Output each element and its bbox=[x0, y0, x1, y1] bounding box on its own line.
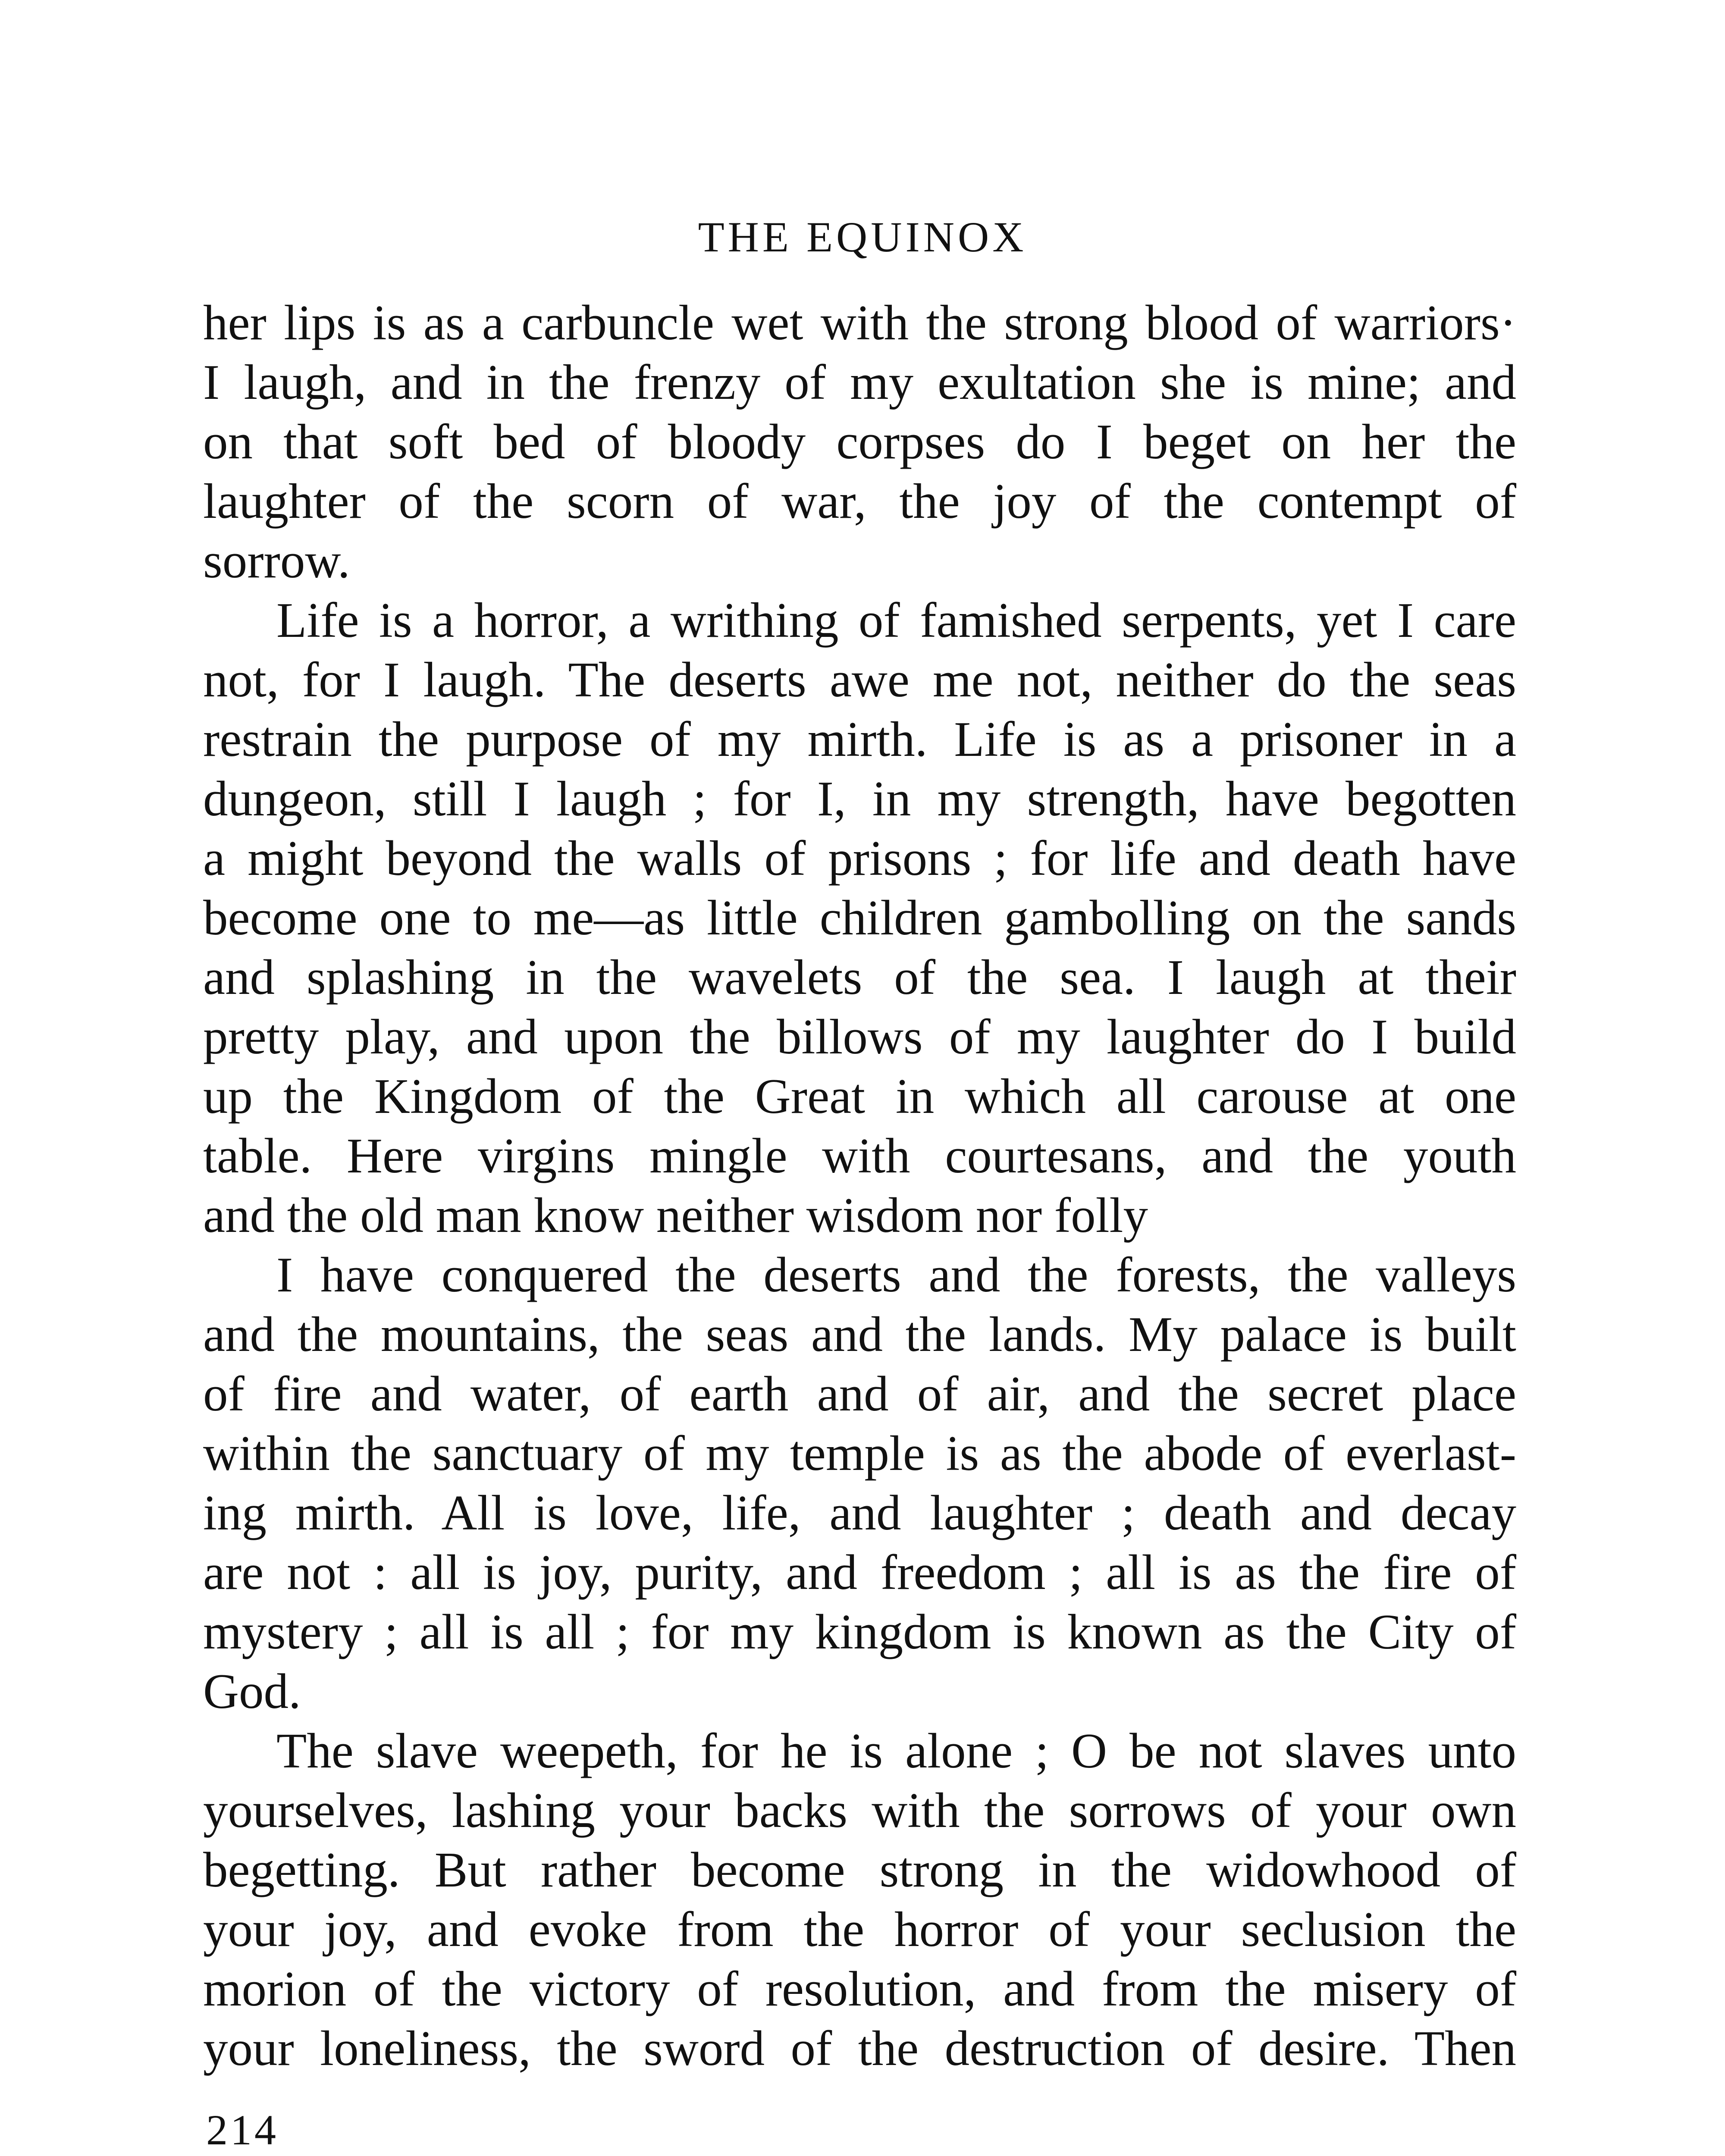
text-line: are not : all is joy, purity, and freedom ; all is as the fire of bbox=[203, 1545, 1516, 1600]
body-text bbox=[203, 293, 1516, 2078]
page-number: 214 bbox=[206, 2106, 279, 2154]
text-line: I laugh, and in the frenzy of my exultation she is mine; and bbox=[203, 355, 1516, 410]
text-line: within the sanctuary of my temple is as the abode of everlast- bbox=[203, 1426, 1516, 1481]
text-line: sorrow. bbox=[203, 533, 350, 588]
text-line: God. bbox=[203, 1664, 301, 1719]
text-line: your joy, and evoke from the horror of your seclusion the bbox=[203, 1902, 1516, 1957]
text-line: and the old man know neither wisdom nor folly bbox=[203, 1188, 1148, 1243]
text-line: mystery ; all is all ; for my kingdom is known as the City of bbox=[203, 1604, 1516, 1659]
text-line: table. Here virgins mingle with courtesans, and the youth bbox=[203, 1128, 1516, 1183]
text-line: on that soft bed of bloody corpses do I beget on her the bbox=[203, 414, 1516, 469]
text-line: morion of the victory of resolution, and from the misery of bbox=[203, 1962, 1516, 2016]
text-line: a might beyond the walls of prisons ; for life and death have bbox=[203, 831, 1516, 886]
paragraph bbox=[203, 293, 1516, 591]
text-line: begetting. But rather become strong in the widowhood of bbox=[203, 1843, 1516, 1897]
running-head: THE EQUINOX bbox=[698, 213, 1027, 261]
text-line: not, for I laugh. The deserts awe me not, neither do the seas bbox=[203, 652, 1516, 707]
text-line: up the Kingdom of the Great in which all carouse at one bbox=[203, 1069, 1516, 1124]
text-line: yourselves, lashing your backs with the sorrows of your own bbox=[203, 1783, 1516, 1838]
text-line: I have conquered the deserts and the forests, the valleys bbox=[276, 1247, 1516, 1302]
paragraph bbox=[203, 1721, 1516, 2078]
paragraph bbox=[203, 591, 1516, 1245]
text-line: ing mirth. All is love, life, and laughter ; death and decay bbox=[203, 1485, 1516, 1540]
text-line: and splashing in the wavelets of the sea. I laugh at their bbox=[203, 950, 1516, 1005]
text-line: become one to me—as little children gambolling on the sands bbox=[203, 890, 1516, 945]
text-line: restrain the purpose of my mirth. Life is as a prisoner in a bbox=[203, 712, 1516, 767]
text-line: and the mountains, the seas and the lands. My palace is built bbox=[203, 1307, 1516, 1362]
text-line: Life is a horror, a writhing of famished serpents, yet I care bbox=[276, 593, 1516, 648]
text-line: laughter of the scorn of war, the joy of the contempt of bbox=[203, 474, 1516, 529]
text-line: pretty play, and upon the billows of my laughter do I build bbox=[203, 1009, 1516, 1064]
text-line: her lips is as a carbuncle wet with the strong blood of warriors· bbox=[203, 295, 1516, 350]
text-line: The slave weepeth, for he is alone ; O be not slaves unto bbox=[276, 1724, 1516, 1778]
text-line: your loneliness, the sword of the destruction of desire. Then bbox=[203, 2021, 1516, 2076]
text-line: dungeon, still I laugh ; for I, in my strength, have begotten bbox=[203, 771, 1516, 826]
text-line: of fire and water, of earth and of air, and the secret place bbox=[203, 1366, 1516, 1421]
paragraph bbox=[203, 1245, 1516, 1721]
